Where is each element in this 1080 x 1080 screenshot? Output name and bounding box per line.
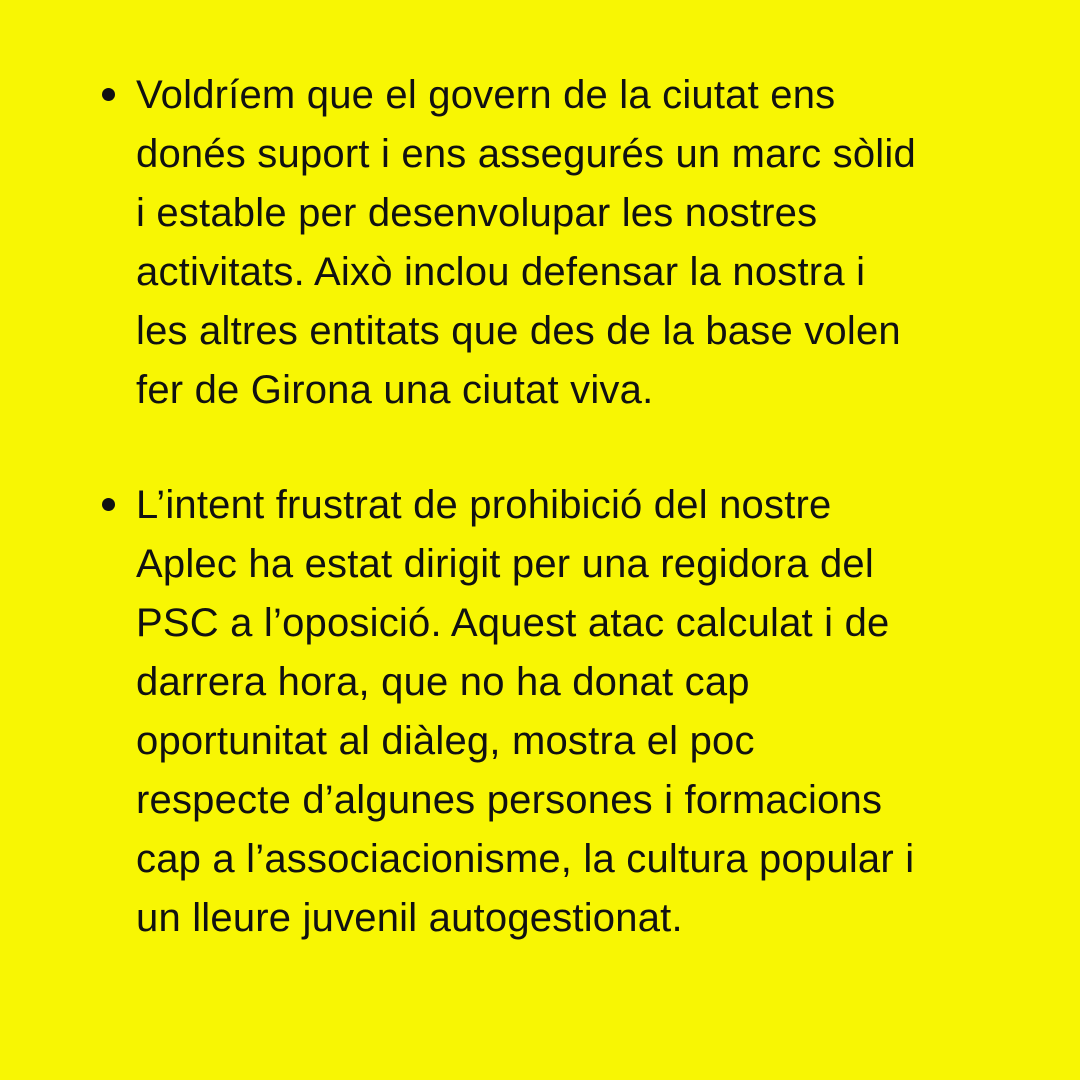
bullet-line: PSC a l’oposició. Aquest atac calculat i de [136,601,890,645]
bullet-line: respecte d’algunes persones i formacions [136,778,883,822]
bullet-line: cap a l’associacionisme, la cultura popular i [136,837,915,881]
bullet-line: un lleure juvenil autogestionat. [136,896,683,940]
bullet-line: donés suport i ens assegurés un marc sòlid [136,132,916,176]
bullet-item [0,66,1080,420]
bullet-list [0,66,1080,1004]
bullet-dot-icon [102,498,115,511]
bullet-line: activitats. Això inclou defensar la nostra i [136,250,866,294]
bullet-line: i estable per desenvolupar les nostres [136,191,818,235]
bullet-dot-icon [102,88,115,101]
bullet-line: L’intent frustrat de prohibició del nostre [136,483,832,527]
bullet-line: Voldríem que el govern de la ciutat ens [136,73,836,117]
bullet-line: fer de Girona una ciutat viva. [136,368,654,412]
bullet-line: darrera hora, que no ha donat cap [136,660,750,704]
bullet-line: les altres entitats que des de la base volen [136,309,901,353]
bullet-item [0,476,1080,948]
bullet-line: oportunitat al diàleg, mostra el poc [136,719,755,763]
bullet-line: Aplec ha estat dirigit per una regidora del [136,542,874,586]
